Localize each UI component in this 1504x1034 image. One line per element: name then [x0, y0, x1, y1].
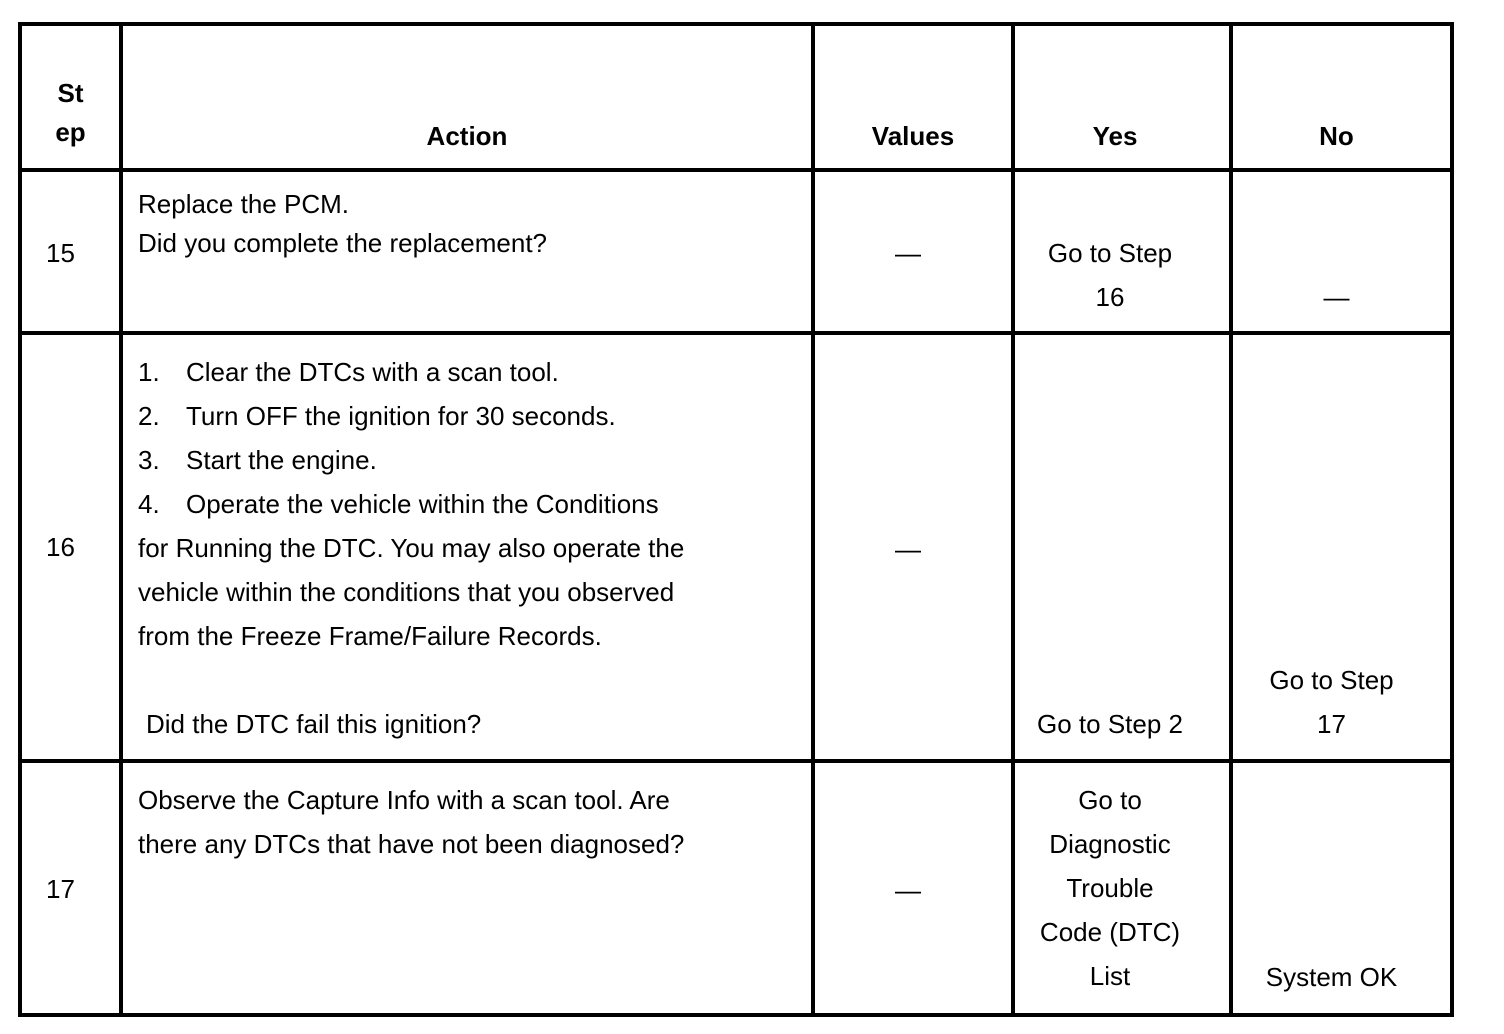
header-step — [22, 74, 119, 152]
yes-text: Diagnostic — [1049, 829, 1171, 859]
action-cell — [138, 350, 684, 658]
yes-text: Go to — [1078, 785, 1142, 815]
step-number: 15 — [46, 238, 75, 268]
action-cell — [138, 185, 547, 263]
list-number: 2. — [138, 401, 160, 431]
no-cell — [1233, 658, 1430, 746]
table-border-top — [18, 22, 1454, 26]
yes-cell — [1015, 778, 1205, 998]
action-text: for Running the DTC. You may also operate the — [138, 533, 685, 563]
yes-text: List — [1089, 961, 1131, 991]
list-item — [138, 482, 684, 526]
row-divider — [18, 759, 1454, 763]
list-number: 1. — [138, 357, 160, 387]
list-item — [138, 350, 684, 394]
table-border-right — [1450, 22, 1454, 1017]
yes-text: Trouble — [1066, 873, 1154, 903]
values-cell: — — [895, 534, 921, 564]
step-number: 17 — [46, 874, 75, 904]
values-cell: — — [895, 875, 921, 905]
table-border-bottom — [18, 1013, 1454, 1017]
header-values: Values — [871, 121, 955, 151]
list-item — [138, 438, 684, 482]
yes-cell: Go to Step 2 — [1037, 709, 1183, 739]
no-text: Go to Step — [1269, 665, 1394, 695]
column-divider — [1229, 22, 1233, 1017]
diagnostic-table — [18, 22, 1454, 1017]
yes-cell — [1015, 231, 1205, 319]
header-action: Action — [426, 121, 508, 151]
header-step-line: St — [57, 78, 84, 108]
yes-text: 16 — [1095, 282, 1125, 312]
action-cell — [138, 778, 684, 866]
header-no: No — [1319, 121, 1354, 151]
list-text: Turn OFF the ignition for 30 seconds. — [186, 401, 616, 431]
row-divider — [18, 331, 1454, 335]
column-divider — [119, 22, 123, 1017]
header-step-line: ep — [55, 117, 86, 147]
no-cell: — — [1323, 282, 1350, 312]
list-text: Start the engine. — [186, 445, 377, 475]
action-question: Did the DTC fail this ignition? — [146, 709, 482, 739]
action-text: from the Freeze Frame/Failure Records. — [138, 621, 602, 651]
list-item — [138, 394, 684, 438]
yes-text: Go to Step — [1047, 238, 1173, 268]
list-text: Clear the DTCs with a scan tool. — [186, 357, 559, 387]
action-text: vehicle within the conditions that you observed — [138, 577, 675, 607]
yes-text: Code (DTC) — [1039, 917, 1181, 947]
values-cell: — — [895, 238, 921, 268]
no-cell: System OK — [1265, 962, 1398, 992]
action-text: Replace the PCM. — [138, 189, 349, 219]
no-text: 17 — [1317, 709, 1346, 739]
step-number: 16 — [46, 532, 75, 562]
header-yes: Yes — [1092, 121, 1138, 151]
list-number: 3. — [138, 445, 160, 475]
action-text: Did you complete the replacement? — [138, 228, 548, 258]
list-text: Operate the vehicle within the Conditions — [186, 489, 659, 519]
table-border-left — [18, 22, 22, 1017]
header-divider — [18, 168, 1454, 172]
action-text: there any DTCs that have not been diagnosed? — [138, 829, 685, 859]
list-number: 4. — [138, 489, 160, 519]
action-text: Observe the Capture Info with a scan tool. Are — [138, 785, 670, 815]
